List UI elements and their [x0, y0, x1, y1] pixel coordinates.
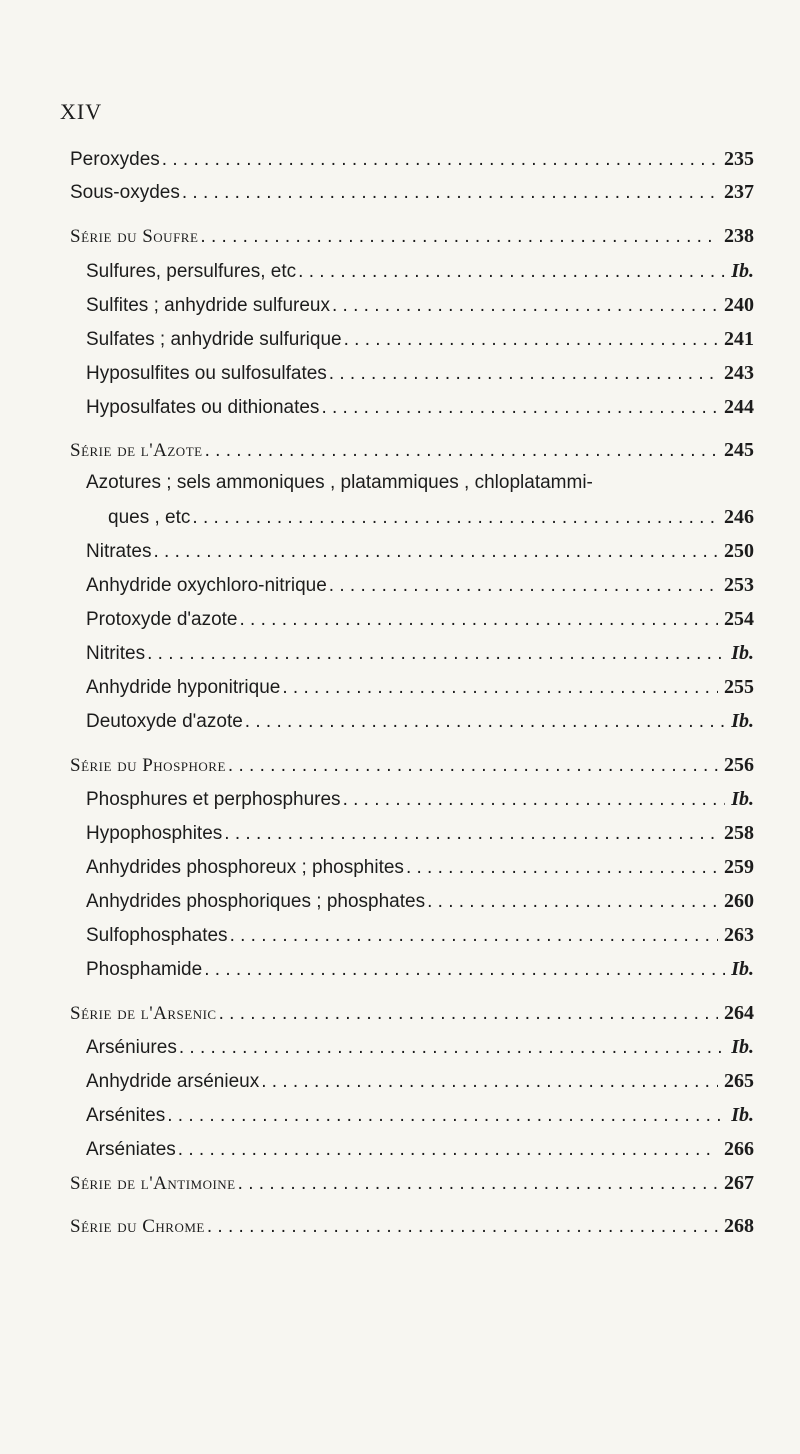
toc-entry-label: Phosphamide [86, 959, 203, 980]
toc-entry-page: 260 [724, 890, 754, 912]
toc-entry [86, 396, 754, 419]
toc-entry-page: Ib. [731, 642, 754, 664]
toc-entry [86, 1036, 754, 1059]
toc-entry-label: Hyposulfites ou sulfosulfates [86, 363, 327, 384]
toc-section-label: Série du Phosphore [70, 755, 226, 776]
toc-entry-label: Anhydride arsénieux [86, 1071, 260, 1092]
toc-entry-page: Ib. [731, 260, 754, 282]
toc-entry-page: 263 [724, 924, 754, 946]
toc-entry-page: 246 [724, 506, 754, 528]
toc-entry-label: Anhydride hyponitrique [86, 677, 281, 698]
toc-entry-page: 254 [724, 608, 754, 630]
toc-entry-page: 240 [724, 294, 754, 316]
toc-entry-label: Sulfates ; anhydride sulfurique [86, 329, 342, 350]
toc-section-label: Série de l'Arsenic [70, 1003, 217, 1024]
toc-entry-page: 238 [724, 225, 754, 247]
toc-section-heading [70, 1172, 754, 1195]
toc-entry-label: Anhydride oxychloro-nitrique [86, 575, 327, 596]
toc-section-heading [70, 225, 754, 248]
toc-entry [86, 1070, 754, 1093]
toc-entry [86, 958, 754, 981]
toc-entry-label: Sous-oxydes [70, 182, 180, 203]
toc-entry [70, 181, 754, 204]
toc-entry-label: Peroxydes [70, 149, 160, 170]
toc-entry-label: Anhydrides phosphoriques ; phosphates [86, 891, 426, 912]
toc-entry-page: 253 [724, 574, 754, 596]
toc-entry [86, 1138, 754, 1161]
toc-entry [86, 328, 754, 351]
toc-section-label: Série du Chrome [70, 1216, 205, 1237]
toc-entry-label: Arsénites [86, 1105, 166, 1126]
toc-entry-label: Phosphures et perphosphures [86, 789, 341, 810]
toc-entry [86, 574, 754, 597]
toc-entry-label: Sulfures, persulfures, etc [86, 261, 297, 282]
toc-entry-page: 258 [724, 822, 754, 844]
toc-section-label: Série de l'Azote [70, 440, 203, 461]
toc-entry-label: Anhydrides phosphoreux ; phosphites [86, 857, 404, 878]
toc-entry-page: Ib. [731, 1104, 754, 1126]
toc-entry [86, 540, 754, 563]
toc-entry [86, 890, 754, 913]
toc-section-heading [70, 754, 754, 777]
toc-entry-label: Hyposulfates ou dithionates [86, 397, 320, 418]
toc-entry [86, 822, 754, 845]
toc-entry [86, 608, 754, 631]
toc-entry-label: Protoxyde d'azote [86, 609, 238, 630]
toc-entry-page: 235 [724, 148, 754, 170]
toc-section-label: Série de l'Antimoine [70, 1173, 236, 1194]
toc-entry-page: 268 [724, 1215, 754, 1237]
toc-entry-label: Sulfophosphates [86, 925, 228, 946]
toc-entry-page: 267 [724, 1172, 754, 1194]
toc-entry-page: 259 [724, 856, 754, 878]
toc-entry-label: Nitrates [86, 541, 152, 562]
toc-entry [86, 710, 754, 733]
toc-entry-page: 266 [724, 1138, 754, 1160]
toc-entry-label: Nitrites [86, 643, 146, 664]
toc-section-heading [70, 439, 754, 462]
toc-entry [86, 856, 754, 879]
toc-entry-page: 243 [724, 362, 754, 384]
toc-section-label: Série du Soufre [70, 226, 199, 247]
toc-entry-label: Arséniures [86, 1037, 177, 1058]
toc-entry-continued: Azotures ; sels ammoniques , platammiques , chloplatammi- [86, 472, 593, 493]
toc-entry-page: Ib. [731, 710, 754, 732]
toc-section-heading [70, 1002, 754, 1025]
toc-section-heading [70, 1215, 754, 1238]
toc-entry-page: 265 [724, 1070, 754, 1092]
toc-entry [86, 260, 754, 283]
toc-entry [86, 294, 754, 317]
toc-entry [86, 1104, 754, 1127]
toc-entry [86, 362, 754, 385]
toc-entry [86, 642, 754, 665]
toc-entry [86, 924, 754, 947]
toc-entry-page: 255 [724, 676, 754, 698]
toc-entry-page: 241 [724, 328, 754, 350]
toc-entry-page: Ib. [731, 958, 754, 980]
page-number: XIV [60, 99, 103, 124]
toc-entry-page: 264 [724, 1002, 754, 1024]
toc-entry-page: 244 [724, 396, 754, 418]
toc-entry-label: Hypophosphites [86, 823, 223, 844]
toc-entry-label: Sulfites ; anhydride sulfureux [86, 295, 330, 316]
toc-entry-page: 245 [724, 439, 754, 461]
toc-entry [86, 676, 754, 699]
toc-entry-page: 250 [724, 540, 754, 562]
toc-entry-label: Arséniates [86, 1139, 176, 1160]
toc-entry-page: 237 [724, 181, 754, 203]
toc-entry [108, 506, 754, 529]
toc-entry-label: Deutoxyde d'azote [86, 711, 243, 732]
toc-entry-page: 256 [724, 754, 754, 776]
toc-entry-page: Ib. [731, 1036, 754, 1058]
toc-entry [86, 788, 754, 811]
toc-entry-page: Ib. [731, 788, 754, 810]
toc-entry [70, 148, 754, 171]
toc-entry-label: ques , etc [108, 507, 191, 528]
